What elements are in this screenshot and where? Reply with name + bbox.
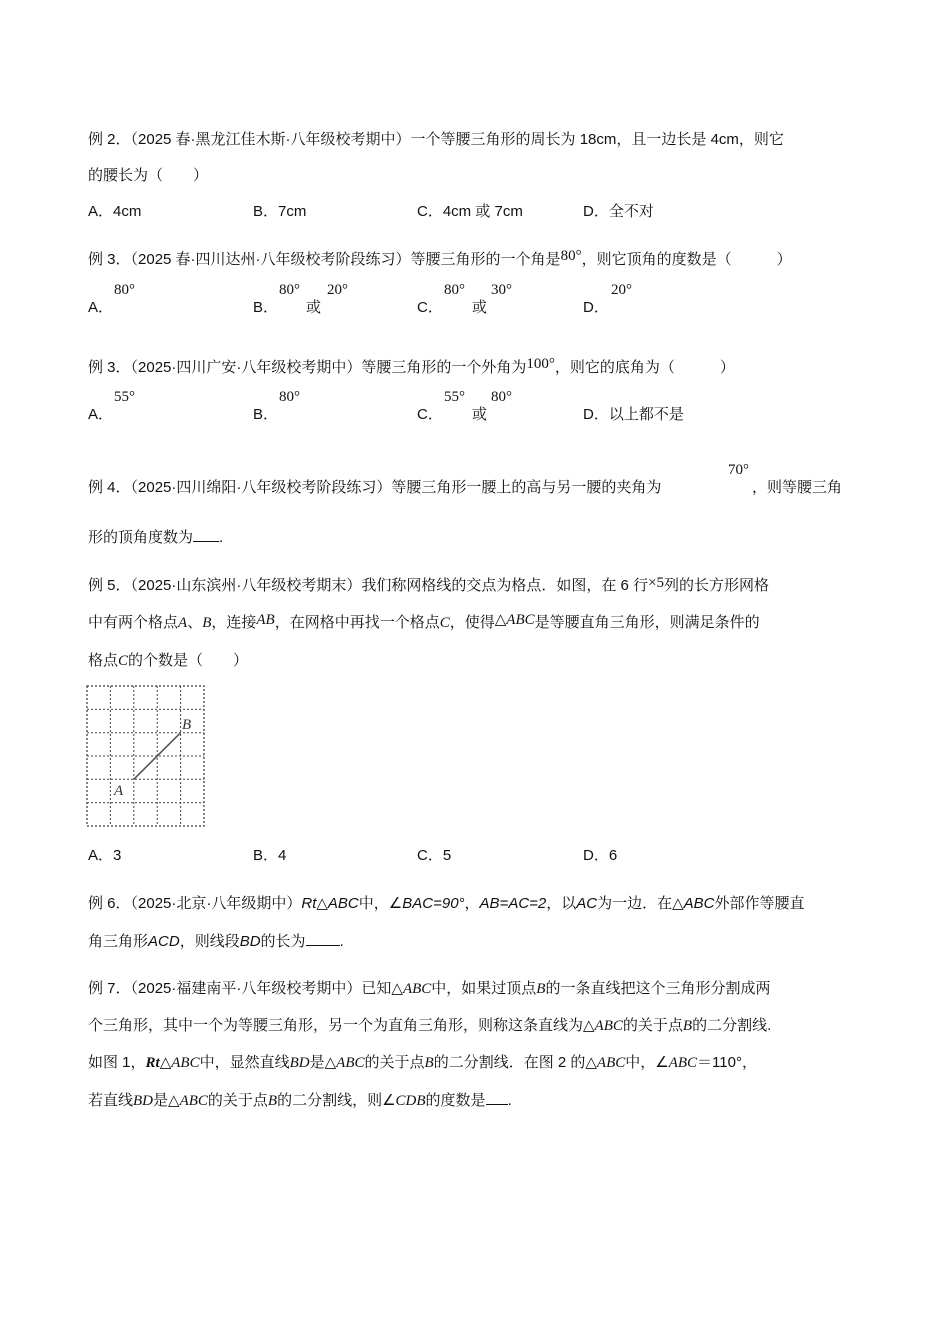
q5-text: 格点 — [88, 652, 119, 669]
q5-text: 是等腰直角三角形，则满足条件的 — [534, 614, 760, 631]
q7-text: 的关于点 — [207, 1092, 268, 1109]
q7-text: 的关于点 — [622, 1017, 683, 1034]
q4-line-1 — [88, 478, 661, 498]
q2-option-b[interactable]: B．7cm — [253, 203, 307, 220]
q6-text: ，以 — [546, 895, 577, 912]
q3b-stem-end: ，则它的底角为（ ） — [554, 359, 735, 376]
option-letter: B． — [253, 406, 279, 423]
q3a-stem-end: ，则它顶角的度数是（ ） — [581, 251, 792, 268]
q5-source: （2025·山东滨州·八年级校考期末） — [130, 577, 362, 594]
option-letter: C． — [417, 299, 443, 316]
q5-text: ，使得 — [449, 614, 495, 631]
q3a-option-a-value: 80° — [114, 282, 135, 298]
q7-text: △ — [159, 1054, 172, 1071]
q3a-option-b[interactable] — [253, 298, 278, 318]
q7-text: 已知△ — [361, 980, 403, 997]
figure-label-b: B — [182, 717, 192, 733]
point-b: B — [202, 615, 212, 631]
point-c: C — [439, 615, 450, 631]
grid-lines — [87, 686, 204, 826]
q2-source: （2025 春·黑龙江佳木斯·八年级校考期中） — [130, 131, 411, 148]
q6-triangle-acd: ACD — [148, 933, 180, 950]
point-a: A — [178, 615, 188, 631]
q7-text: 的一条直线把这个三角形分割成两 — [545, 980, 771, 997]
q7-point-b: B — [682, 1018, 693, 1034]
q5-option-c[interactable]: C．5 — [417, 847, 452, 864]
q4-source: （2025·四川绵阳·八年级校考阶段练习） — [130, 479, 392, 496]
q5-text: 中有两个格点 — [88, 614, 179, 631]
q7-text: 是△ — [153, 1092, 180, 1109]
q5-text: 列的长方形网格 — [664, 577, 770, 594]
q7-point-b: B — [536, 981, 546, 997]
q7-abc: ABC — [336, 1055, 365, 1071]
q5-text: 我们称网格线的交点为格点．如图，在 6 行 — [361, 577, 649, 594]
q7-text: 中，显然直线 — [199, 1054, 290, 1071]
option-letter: C． — [417, 406, 443, 423]
q7-source: （2025·福建南平·八年级校考期中） — [130, 980, 362, 997]
q6-source: （2025·北京·八年级期中） — [130, 895, 302, 912]
q7-abc: ABC — [596, 1055, 626, 1071]
q5-times: ×5 — [648, 575, 665, 591]
q7-text: 的度数是 — [425, 1092, 486, 1109]
q2-stem-2: 的腰长为（ ） — [88, 167, 209, 184]
q3b-angle: 100° — [526, 356, 555, 372]
q6-triangle-abc: ABC — [683, 895, 715, 912]
q7-text: 是△ — [309, 1054, 337, 1071]
q3b-source: （2025·四川广安·八年级校考期中） — [130, 359, 362, 376]
q5-text: ，在网格中再找一个格点 — [274, 614, 440, 631]
q3a-line-1 — [88, 250, 792, 270]
q3a-option-b-value-2: 20° — [327, 282, 348, 298]
q3a-option-b-value-1: 80° — [279, 282, 300, 298]
option-text: 以上都不是 — [608, 406, 684, 423]
q3a-option-c[interactable] — [417, 298, 443, 318]
q3b-option-a-value: 55° — [114, 389, 135, 405]
q6-text: ，则线段 — [179, 933, 240, 950]
q7-point-b: B — [267, 1093, 278, 1109]
q7-text: ＝110°， — [697, 1054, 757, 1071]
q3a-option-c-value-2: 30° — [491, 282, 512, 298]
q7-line-3 — [88, 1053, 757, 1073]
q3a-stem: 等腰三角形的一个角是 — [410, 251, 561, 268]
q3a-option-c-or: 或 — [472, 299, 488, 316]
q5-option-a[interactable]: A．3 — [88, 847, 122, 864]
q6-text: ， — [464, 895, 480, 912]
option-letter: B． — [253, 299, 279, 316]
q3a-option-c-value-1: 80° — [444, 282, 465, 298]
q6-text: 角三角形 — [88, 933, 149, 950]
q3b-stem: 等腰三角形的一个外角为 — [361, 359, 527, 376]
q6-segment-ac: AC — [576, 895, 598, 912]
q3b-label: 例 3． — [88, 359, 131, 376]
q7-point-b: B — [424, 1055, 434, 1071]
q3a-option-d[interactable] — [583, 298, 609, 318]
q7-abc: ABC — [171, 1055, 200, 1071]
q5-line-1 — [88, 576, 769, 596]
q3b-option-b-value: 80° — [279, 389, 300, 405]
q3a-label: 例 3． — [88, 251, 131, 268]
q7-text: 的二分割线. — [692, 1017, 772, 1034]
q7-abc: ABC — [179, 1093, 208, 1109]
q7-text: 中，如果过顶点 — [431, 980, 537, 997]
q4-stem-end: ，则等腰三角 — [752, 479, 843, 496]
q4-period: . — [219, 529, 224, 546]
q7-period: . — [507, 1092, 512, 1109]
q6-line-1 — [88, 894, 805, 914]
q7-abc: ABC — [668, 1055, 698, 1071]
q3a-option-b-or: 或 — [306, 299, 322, 316]
q7-text: 的二分割线．在图 2 的△ — [433, 1054, 597, 1071]
q2-stem: 一个等腰三角形的周长为 18cm，且一边长是 4cm，则它 — [410, 131, 784, 148]
q2-option-a[interactable]: A．4cm — [88, 203, 142, 220]
q4-line-2 — [88, 527, 223, 548]
option-letter: A． — [88, 406, 114, 423]
q6-text: 为一边．在△ — [597, 895, 684, 912]
q3a-option-d-value: 20° — [611, 282, 632, 298]
q6-text: 外部作等腰直 — [714, 895, 805, 912]
q7-text: 中，∠ — [625, 1054, 669, 1071]
q7-text: 的关于点 — [364, 1054, 425, 1071]
q6-segment-bd: BD — [239, 933, 261, 950]
q7-text: 个三角形，其中一个为等腰三角形，另一个为直角三角形，则称这条直线为△ — [88, 1017, 595, 1034]
q4-label: 例 4． — [88, 479, 131, 496]
q4-stem: 等腰三角形一腰上的高与另一腰的夹角为 — [391, 479, 662, 496]
answer-blank[interactable] — [486, 1090, 508, 1105]
q6-text: 中， — [358, 895, 389, 912]
q4-angle: 70° — [728, 462, 749, 478]
q5-option-d[interactable]: D．6 — [583, 847, 618, 864]
option-letter: A． — [88, 299, 114, 316]
q3a-angle: 80° — [560, 248, 582, 264]
q6-label: 例 6． — [88, 895, 131, 912]
answer-blank[interactable] — [306, 931, 340, 946]
triangle-abc: △ABC — [494, 612, 535, 628]
q7-line-4 — [88, 1090, 512, 1111]
q7-abc: ABC — [594, 1018, 623, 1034]
q7-abc: ABC — [402, 981, 432, 997]
q3b-option-c[interactable] — [417, 405, 443, 425]
q5-line-3 — [88, 651, 248, 671]
q5-grid-figure — [86, 685, 206, 828]
q7-line-bd: BD — [133, 1093, 154, 1109]
q7-angle-cdb: CDB — [395, 1093, 426, 1109]
q5-text: 、 — [187, 614, 203, 631]
q2-option-c[interactable]: C．4cm 或 7cm — [417, 203, 523, 220]
q5-text: 的个数是（ ） — [128, 652, 249, 669]
point-c: C — [118, 653, 129, 669]
q3b-line-1 — [88, 358, 735, 378]
q2-option-d[interactable]: D．全不对 — [583, 203, 654, 220]
q7-text: 若直线 — [88, 1092, 134, 1109]
q7-line-bd: BD — [289, 1055, 310, 1071]
q3b-option-d[interactable] — [583, 405, 684, 425]
q2-line-2 — [88, 166, 208, 186]
q6-period: . — [339, 933, 344, 950]
option-letter: D． — [583, 406, 609, 423]
q3b-option-c-value-2: 80° — [491, 389, 512, 405]
q6-text: 的长为 — [260, 933, 306, 950]
q7-label: 例 7． — [88, 980, 131, 997]
answer-blank[interactable] — [193, 527, 219, 542]
q3b-option-b[interactable] — [253, 405, 278, 425]
q5-option-b[interactable]: B．4 — [253, 847, 287, 864]
q6-triangle: Rt△ABC — [301, 895, 359, 912]
q6-line-2 — [88, 931, 344, 952]
q4-stem-2: 形的顶角度数为 — [88, 529, 194, 546]
q6-angle: ∠BAC=90° — [388, 895, 465, 912]
q5-label: 例 5． — [88, 577, 131, 594]
figure-label-a: A — [114, 783, 124, 799]
q2-label: 例 2． — [88, 131, 131, 148]
q6-equation: AB=AC=2 — [479, 895, 547, 912]
option-letter: D． — [583, 299, 609, 316]
q5-text: ，连接 — [211, 614, 257, 631]
q2-line-1 — [88, 130, 784, 150]
q7-line-2 — [88, 1016, 771, 1036]
q7-text: 的二分割线，则∠ — [277, 1092, 396, 1109]
q7-rt: Rt — [145, 1055, 160, 1071]
q7-line-1 — [88, 979, 770, 999]
q5-line-2 — [88, 613, 760, 633]
q3a-option-a[interactable] — [88, 298, 113, 318]
q7-text: 如图 1， — [88, 1054, 146, 1071]
q3a-source: （2025 春·四川达州·八年级校考阶段练习） — [130, 251, 411, 268]
q3b-option-c-or: 或 — [472, 406, 488, 423]
segment-ab: AB — [256, 612, 275, 628]
q3b-option-c-value-1: 55° — [444, 389, 465, 405]
q3b-option-a[interactable] — [88, 405, 113, 425]
